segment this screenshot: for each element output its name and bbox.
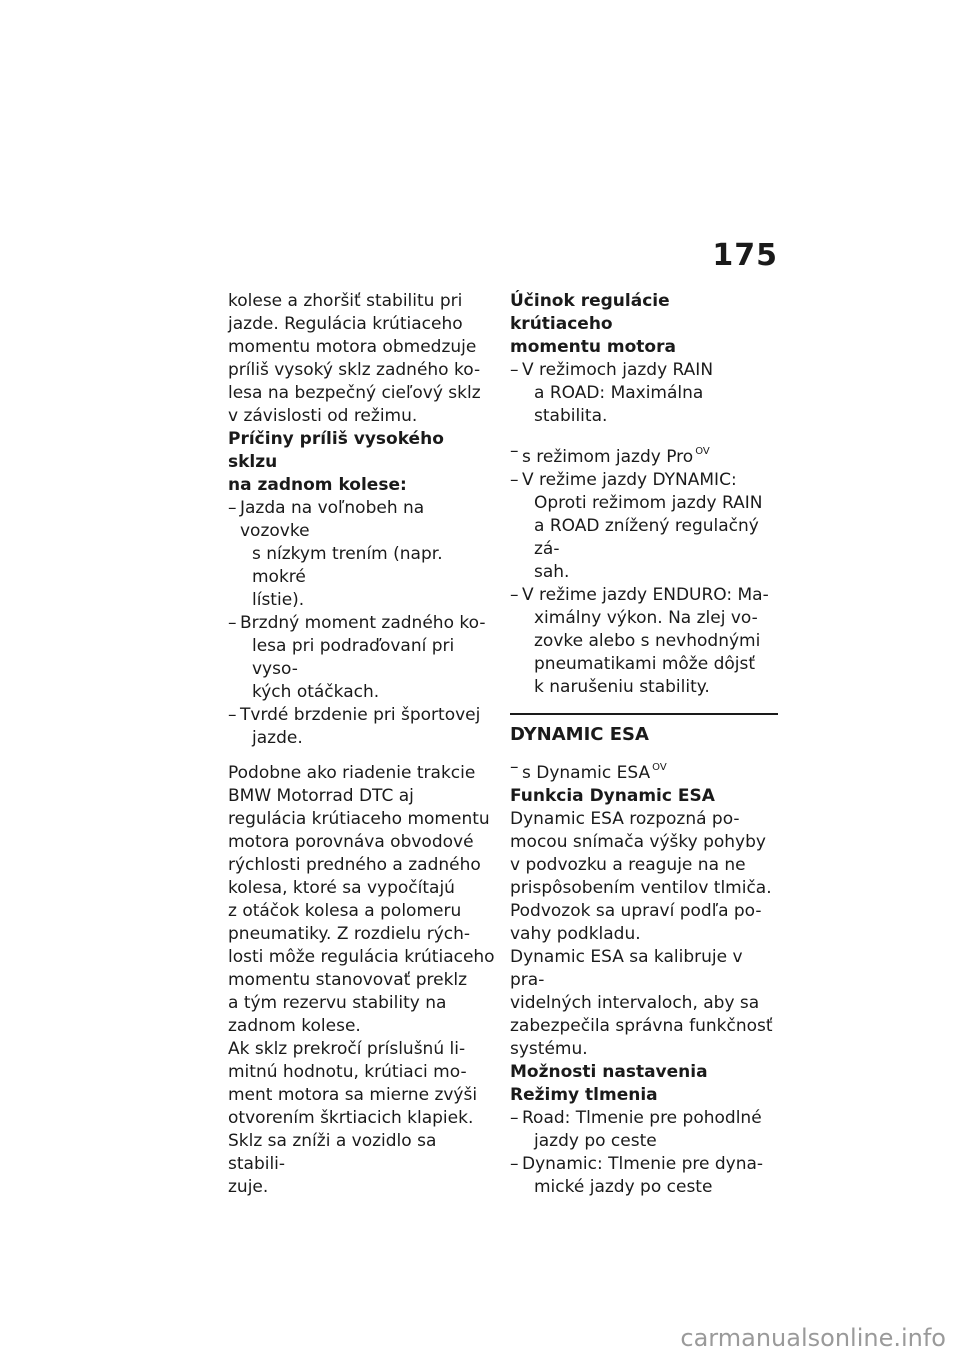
text-line: ment motora sa mierne zvýši xyxy=(228,1085,478,1105)
list-item xyxy=(510,440,778,469)
text-line: Podobne ako riadenie trakcie xyxy=(228,763,476,783)
text-line: kých otáčkach. xyxy=(252,682,380,702)
left-column xyxy=(228,290,496,1199)
paragraph xyxy=(510,946,778,1061)
text-line: regulácia krútiaceho momentu xyxy=(228,809,490,829)
text-line: Účinok regulácie krútiaceho xyxy=(510,291,670,334)
option-list xyxy=(510,756,778,785)
text-line: zuje. xyxy=(228,1177,269,1197)
text-line: Dynamic ESA rozpozná po- xyxy=(510,809,740,829)
text-line: na zadnom kolese: xyxy=(228,475,407,495)
text-line: prispôsobením ventilov tlmiča. xyxy=(510,878,772,898)
text-line: a ROAD: Maximálna stabilita. xyxy=(534,383,704,426)
text-line: pneumatikami môže dôjsť xyxy=(534,654,755,674)
text-line: otvorením škrtiacich klapiek. xyxy=(228,1108,474,1128)
text-line: ximálny výkon. Na zlej vo- xyxy=(534,608,758,628)
text-line: rýchlosti predného a zadného xyxy=(228,855,481,875)
text-line: Príčiny príliš vysokého sklzu xyxy=(228,429,444,472)
heading-effect xyxy=(510,290,778,359)
watermark: carmanualsonline.info xyxy=(680,1324,946,1352)
text-line: zabezpečila správna funkčnosť xyxy=(510,1016,773,1036)
text-line: sah. xyxy=(534,562,570,582)
option-text: s Dynamic ESA xyxy=(522,763,651,783)
text-line: BMW Motorrad DTC aj xyxy=(228,786,414,806)
text-line: Ak sklz prekročí príslušnú li- xyxy=(228,1039,466,1059)
text-line: momentu stanovovať preklz xyxy=(228,970,468,990)
text-line: – V režime jazdy DYNAMIC: xyxy=(522,470,737,490)
text-line: – V režimoch jazdy RAIN xyxy=(522,360,714,380)
option-list xyxy=(510,440,778,469)
list-item xyxy=(228,497,496,612)
heading-causes xyxy=(228,428,496,497)
text-line: systému. xyxy=(510,1039,588,1059)
list-item xyxy=(510,756,778,785)
paragraph xyxy=(228,1038,496,1199)
text-line: Sklz sa zníži a vozidlo sa stabili- xyxy=(228,1131,437,1174)
text-line: zadnom kolese. xyxy=(228,1016,361,1036)
list-item xyxy=(510,469,778,584)
text-line: mocou snímača výšky pohyby xyxy=(510,832,766,852)
section-divider xyxy=(510,713,778,715)
mode-list xyxy=(510,469,778,699)
page-number: 175 xyxy=(712,238,778,273)
text-line: – Road: Tlmenie pre pohodlné xyxy=(522,1108,762,1128)
option-mark: OV xyxy=(652,762,667,773)
list-item xyxy=(228,704,496,750)
damping-list xyxy=(510,1107,778,1199)
text-line: v závislosti od režimu. xyxy=(228,406,418,426)
effect-list xyxy=(510,359,778,428)
text-line: pneumatiky. Z rozdielu rých- xyxy=(228,924,471,944)
right-column xyxy=(510,290,778,1199)
text-line: Dynamic ESA sa kalibruje v pra- xyxy=(510,947,743,990)
text-line: Podvozok sa upraví podľa po- xyxy=(510,901,762,921)
section-title: DYNAMIC ESA xyxy=(510,724,649,745)
text-line: – Tvrdé brzdenie pri športovej xyxy=(240,705,481,725)
text-line: – Dynamic: Tlmenie pre dyna- xyxy=(522,1154,764,1174)
text-line: s nízkym trením (napr. mokré xyxy=(252,544,443,587)
list-item xyxy=(510,1153,778,1199)
text-line: motora porovnáva obvodové xyxy=(228,832,474,852)
list-item xyxy=(510,359,778,428)
text-line: – V režime jazdy ENDURO: Ma- xyxy=(522,585,769,605)
text-line: Oproti režimom jazdy RAIN xyxy=(534,493,763,513)
text-line: – Jazda na voľnobeh na vozovke xyxy=(240,498,425,541)
text-line: momentu motora obmedzuje xyxy=(228,337,477,357)
text-line: mitnú hodnotu, krútiaci mo- xyxy=(228,1062,467,1082)
text-line: z otáčok kolesa a polomeru xyxy=(228,901,462,921)
text-line: momentu motora xyxy=(510,337,676,357)
text-line: kolesa, ktoré sa vypočítajú xyxy=(228,878,455,898)
text-line: príliš vysoký sklz zadného ko- xyxy=(228,360,481,380)
text-line: – Brzdný moment zadného ko- xyxy=(240,613,486,633)
text-line: lístie). xyxy=(252,590,305,610)
heading-settings: Možnosti nastavenia xyxy=(510,1062,708,1082)
option-mark: OV xyxy=(695,446,710,457)
text-line: lesa pri podraďovaní pri vyso- xyxy=(252,636,455,679)
text-line: vahy podkladu. xyxy=(510,924,641,944)
heading-function: Funkcia Dynamic ESA xyxy=(510,786,715,806)
text-line: zovke alebo s nevhodnými xyxy=(534,631,761,651)
paragraph xyxy=(510,808,778,946)
causes-list xyxy=(228,497,496,750)
text-line: kolese a zhoršiť stabilitu pri xyxy=(228,291,463,311)
text-line: jazde. xyxy=(252,728,303,748)
text-line: videlných intervaloch, aby sa xyxy=(510,993,760,1013)
text-line: mické jazdy po ceste xyxy=(534,1177,713,1197)
list-item xyxy=(228,612,496,704)
paragraph xyxy=(228,290,496,428)
option-text: s režimom jazdy Pro xyxy=(522,447,694,467)
heading-damping-modes: Režimy tlmenia xyxy=(510,1085,658,1105)
text-line: losti môže regulácia krútiaceho xyxy=(228,947,495,967)
text-line: jazdy po ceste xyxy=(534,1131,657,1151)
text-line: a ROAD znížený regulačný zá- xyxy=(534,516,759,559)
list-item xyxy=(510,1107,778,1153)
text-line: lesa na bezpečný cieľový sklz xyxy=(228,383,481,403)
text-line: a tým rezervu stability na xyxy=(228,993,447,1013)
text-line: jazde. Regulácia krútiaceho xyxy=(228,314,463,334)
paragraph xyxy=(228,762,496,1038)
list-item xyxy=(510,584,778,699)
text-line: k narušeniu stability. xyxy=(534,677,710,697)
text-line: v podvozku a reaguje na ne xyxy=(510,855,746,875)
